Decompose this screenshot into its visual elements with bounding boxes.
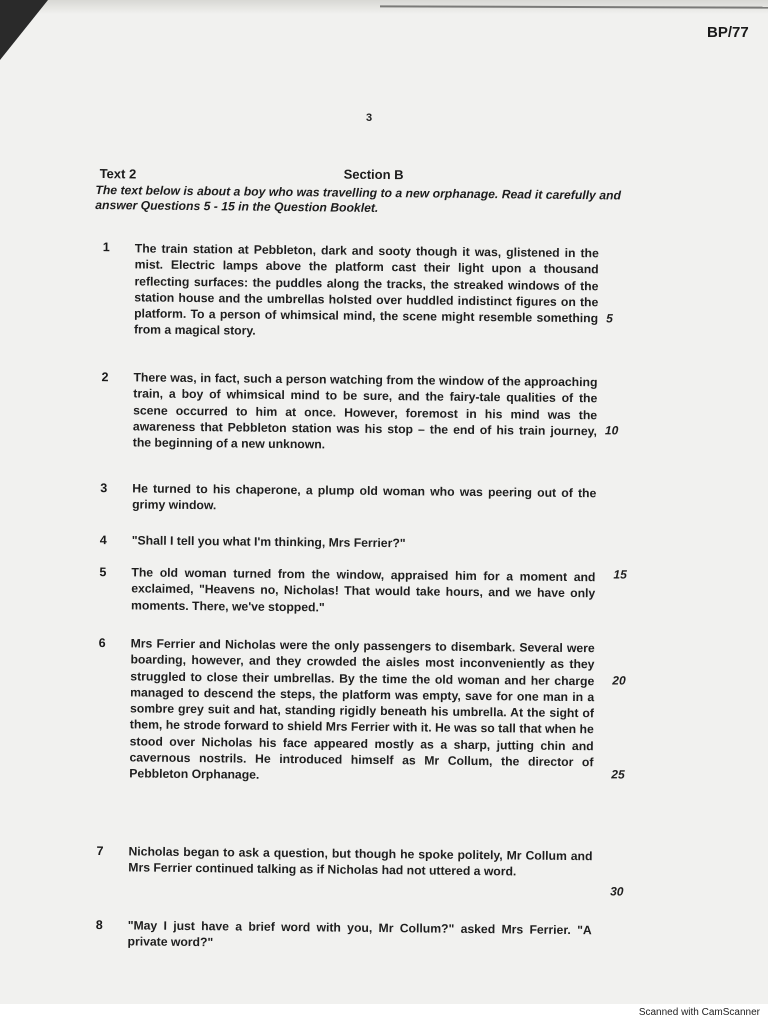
paragraph-number: 4 [99, 533, 107, 548]
paragraph-5: The old woman turned from the window, appraised him for a moment and exclaimed, "Heavens no, Nicholas! That would take hours, and we have only moments. There, we've stopped." [131, 565, 596, 615]
line-marker: 5 [606, 311, 613, 326]
line-marker: 20 [612, 673, 626, 688]
paragraph-7: Nicholas began to ask a question, but though he spoke politely, Mr Collum and Mrs Ferrier continued talking as if Nicholas had not uttered a word. [128, 844, 593, 879]
paragraph-number: 8 [95, 918, 103, 933]
paragraph-number: 5 [99, 565, 107, 580]
page-number: 3 [366, 112, 373, 124]
line-marker: 10 [604, 423, 619, 438]
section-heading: Section B [343, 166, 404, 183]
line-marker: 15 [613, 567, 627, 582]
paragraph-number: 7 [96, 844, 104, 859]
paragraph-6: Mrs Ferrier and Nicholas were the only passengers to disembark. Several were boarding, however, and they crowded the aisles most inconveniently as they struggled to close their umbrellas. By the time the old woman and her charge managed to descend the steps, the platform was empty, save for one man in a sombre grey suit and hat, standing rigidly beneath his umbrella. At the sight of them, he strode forward to shield Mrs Ferrier with it. He was so tall that when he stood over Nicholas his face appeared mostly as a sharp, jutting chin and cavernous nostrils. He introduced himself as Mr Collum, the director of Pebbleton Orphanage. [129, 636, 595, 783]
paragraph-1: The train station at Pebbleton, dark and sooty though it was, glistened in the mist. Electric lamps above the platform cast their light upon a thousand reflecting surfaces: the puddles along the tracks, the streaked windows of the station house and the umbrellas holsted over huddled indistinct figures on the platform. To a person of whimsical mind, the scene might resemble something from a magical story. [133, 241, 599, 339]
paragraph-4: "Shall I tell you what I'm thinking, Mrs Ferrier?" [131, 533, 406, 551]
paragraph-8: "May I just have a brief word with you, Mr Collum?" asked Mrs Ferrier. "A private word?" [127, 918, 592, 950]
line-marker: 30 [610, 884, 624, 899]
paragraph-number: 2 [101, 370, 109, 385]
instructions: The text below is about a boy who was travelling to a new orphanage. Read it carefully and answer Questions 5 - 15 in the Question Booklet. [95, 183, 622, 215]
paragraph-2: There was, in fact, such a person watching from the window of the approaching train, a boy of whimsical mind to be sure, and the fairy-tale qualities of the scene occurred to him at once. However, foremost in his mind was the awareness that Pebbleton station was his stop – the end of his train journey, the beginning of a new unknown. [132, 370, 598, 452]
scanner-credit: Scanned with CamScanner [638, 1007, 760, 1018]
text-label: Text 2 [99, 166, 137, 182]
paragraph-number: 6 [98, 636, 106, 651]
paragraph-number: 1 [102, 240, 110, 255]
paragraph-number: 3 [100, 481, 108, 496]
booklet-id: BP/77 [707, 24, 749, 41]
paragraph-3: He turned to his chaperone, a plump old woman who was peering out of the grimy window. [132, 481, 597, 513]
line-marker: 25 [611, 767, 625, 782]
